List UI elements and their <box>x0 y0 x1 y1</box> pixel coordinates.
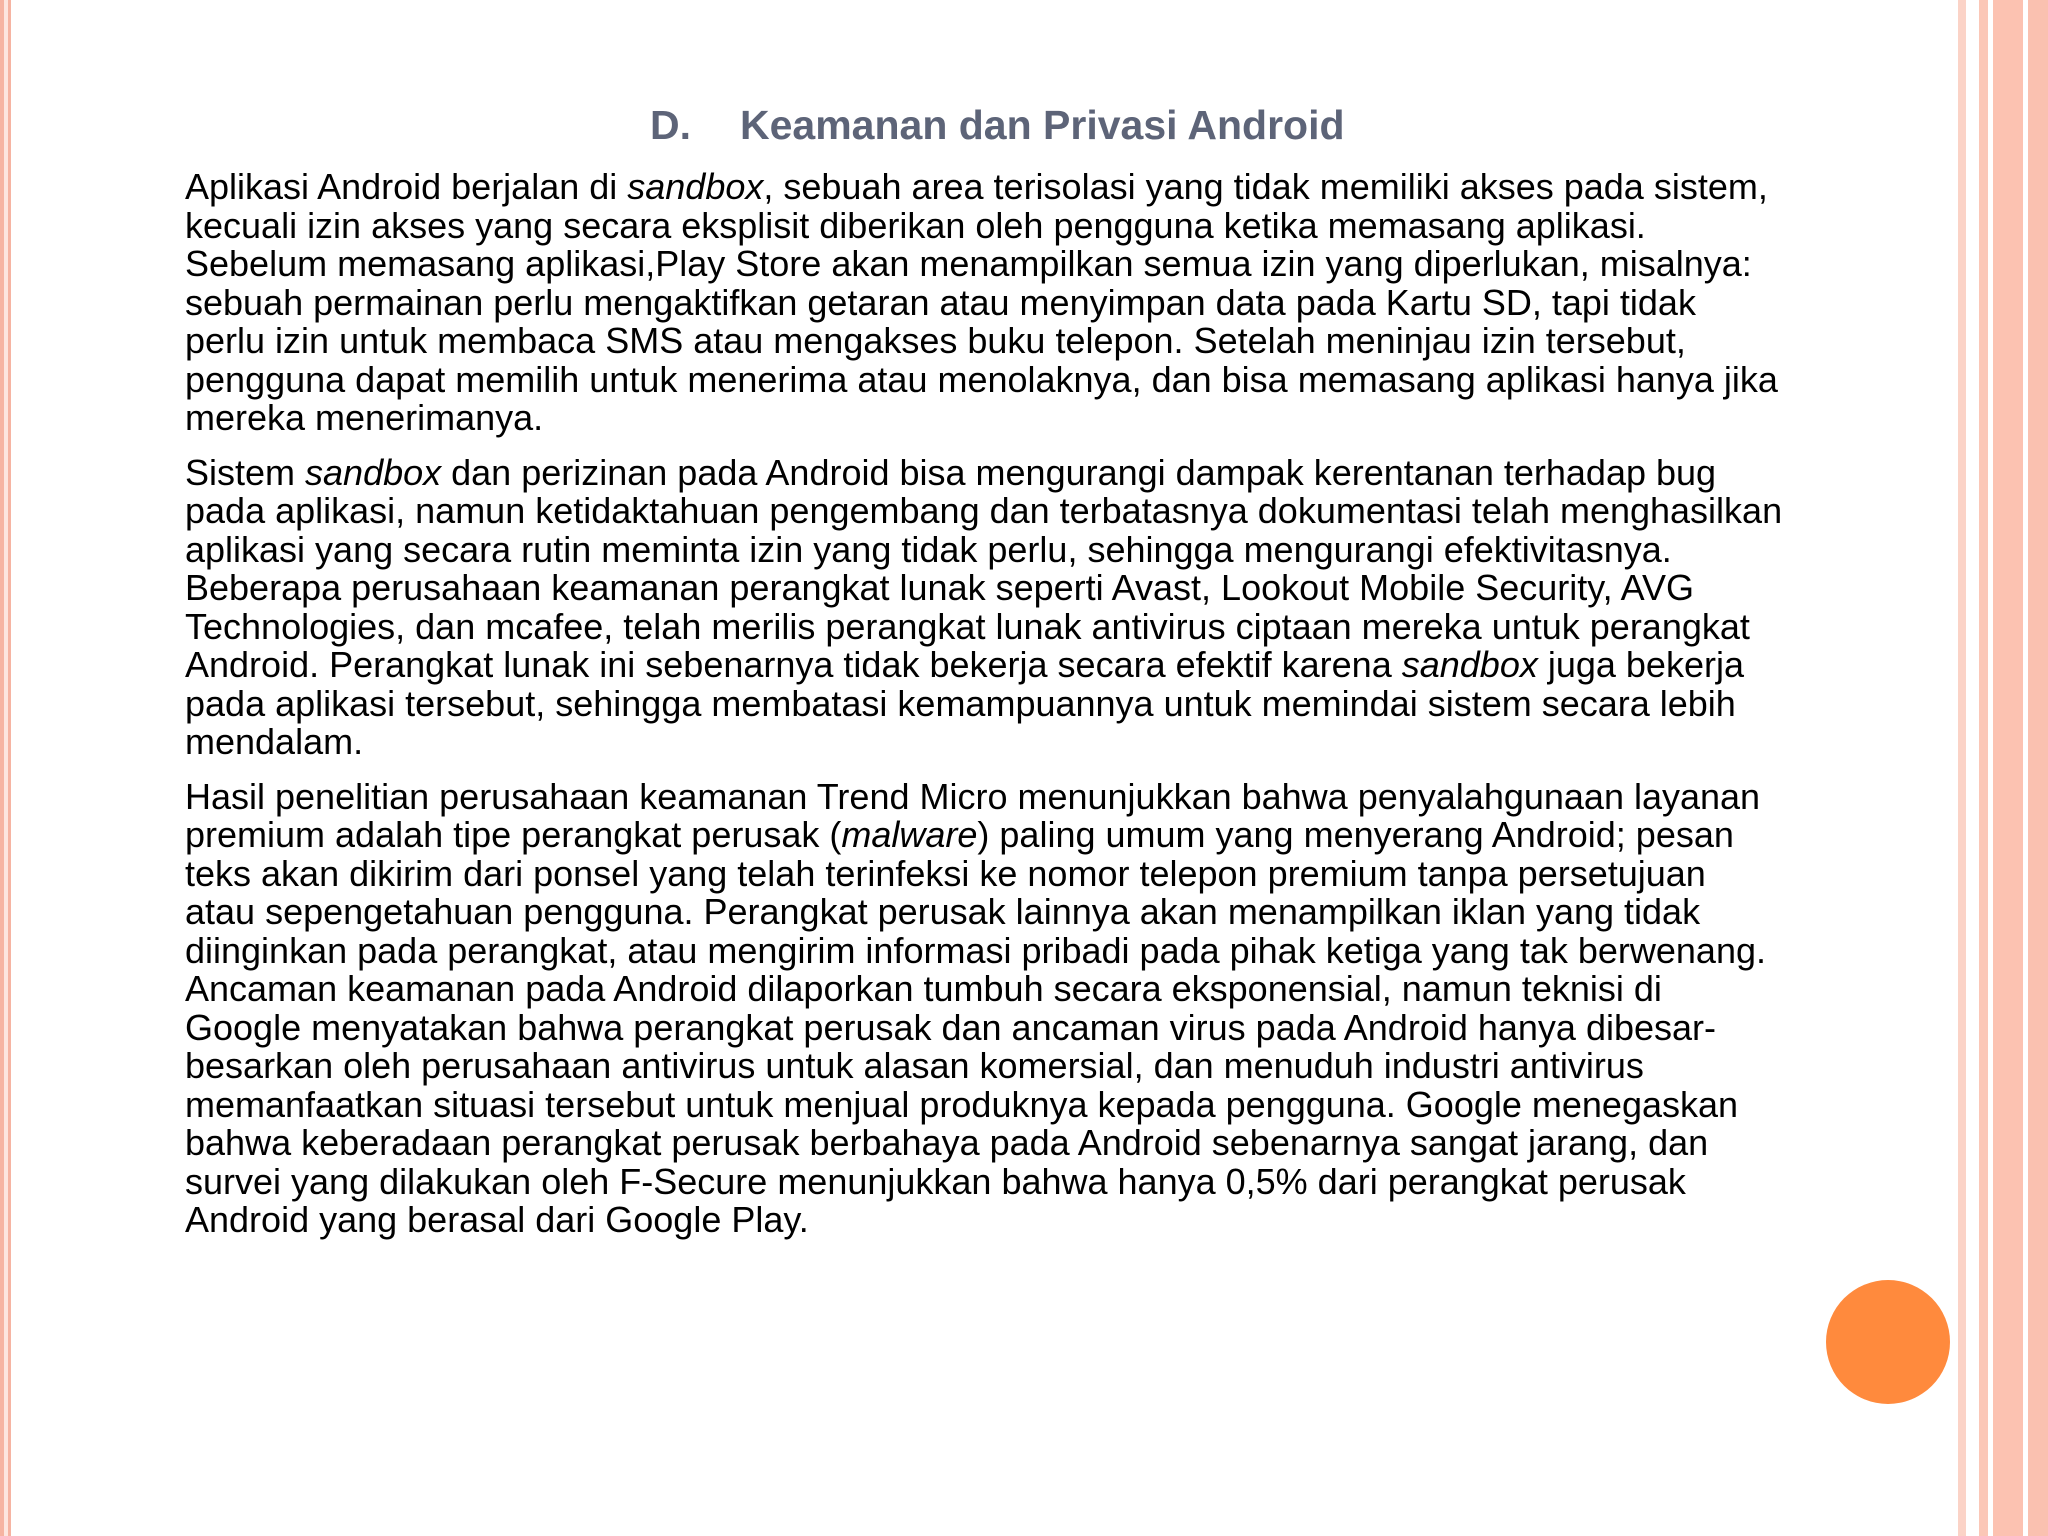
right-border-stripe <box>2028 0 2048 1536</box>
italic-term: sandbox <box>1401 644 1538 685</box>
slide-title <box>650 102 1345 149</box>
slide-body <box>185 168 1785 1256</box>
paragraph-text: Sistem <box>185 451 306 493</box>
section-number: D. <box>650 102 691 148</box>
paragraph-text: juga bekerja pada aplikasi tersebut, sehingga membatasi kemampuannya untuk memindai sistem secara lebih mendalam. <box>185 644 1744 762</box>
paragraph <box>185 168 1785 438</box>
italic-term: sandbox <box>627 166 764 207</box>
paragraph <box>185 451 1785 762</box>
section-heading: Keamanan dan Privasi Android <box>740 102 1345 148</box>
paragraph-text: Hasil penelitian perusahaan keamanan Trend Micro menunjukkan bahwa penyalahgunaan layanan premium adalah tipe perangkat perusak ( <box>185 775 1761 855</box>
paragraph-text: ) paling umum yang menyerang Android; pesan teks akan dikirim dari ponsel yang telah terinfeksi ke nomor telepon premium tanpa persetujuan atau sepengetahuan pengguna. Perangkat perusak lainnya akan menampilkan iklan yang tidak diinginkan pada perangkat, atau mengirim informasi pribadi pada pihak ketiga yang tak berwenang. Ancaman keamanan pada Android dilaporkan tumbuh secara eksponensial, namun teknisi di Google menyatakan bahwa perangkat perusak dan ancaman virus pada Android hanya dibesar-besarkan oleh perusahaan antivirus untuk alasan komersial, dan menuduh industri antivirus memanfaatkan situasi tersebut untuk menjual produknya kepada pengguna. Google menegaskan bahwa keberadaan perangkat perusak berbahaya pada Android sebenarnya sangat jarang, dan survei yang dilakukan oleh F-Secure menunjukkan bahwa hanya 0,5% dari perangkat perusak Android yang berasal dari Google Play. <box>185 814 1766 1240</box>
left-border-stripe <box>8 0 11 1536</box>
accent-circle <box>1826 1280 1950 1404</box>
paragraph-text: , sebuah area terisolasi yang tidak memiliki akses pada sistem, kecuali izin akses yang secara eksplisit diberikan oleh pengguna ketika memasang aplikasi. Sebelum memasang aplikasi,Play Store akan menampilkan semua izin yang diperlukan, misalnya: sebuah permainan perlu mengaktifkan getaran atau menyimpan data pada Kartu SD, tapi tidak perlu izin untuk membaca SMS atau mengakses buku telepon. Setelah meninjau izin tersebut, pengguna dapat memilih untuk menerima atau menolaknya, dan bisa memasang aplikasi hanya jika mereka menerimanya. <box>185 166 1778 438</box>
paragraph <box>185 775 1785 1240</box>
paragraph-text: dan perizinan pada Android bisa mengurangi dampak kerentanan terhadap bug pada aplikasi, namun ketidaktahuan pengembang dan terbatasnya dokumentasi telah menghasilkan aplikasi yang secara rutin meminta izin yang tidak perlu, sehingga mengurangi efektivitasnya. Beberapa perusahaan keamanan perangkat lunak seperti Avast, Lookout Mobile Security, AVG Technologies, dan mcafee, telah merilis perangkat lunak antivirus ciptaan mereka untuk perangkat Android. Perangkat lunak ini sebenarnya tidak bekerja secara efektif karena <box>185 451 1783 685</box>
italic-term: sandbox <box>305 451 442 493</box>
right-border-stripe <box>1958 0 1966 1536</box>
right-border-gap <box>1966 0 1979 1536</box>
italic-term: malware <box>841 814 978 855</box>
right-border-stripe <box>1993 0 2023 1536</box>
right-border-stripe <box>1979 0 1988 1536</box>
paragraph-text: Aplikasi Android berjalan di <box>185 166 628 207</box>
